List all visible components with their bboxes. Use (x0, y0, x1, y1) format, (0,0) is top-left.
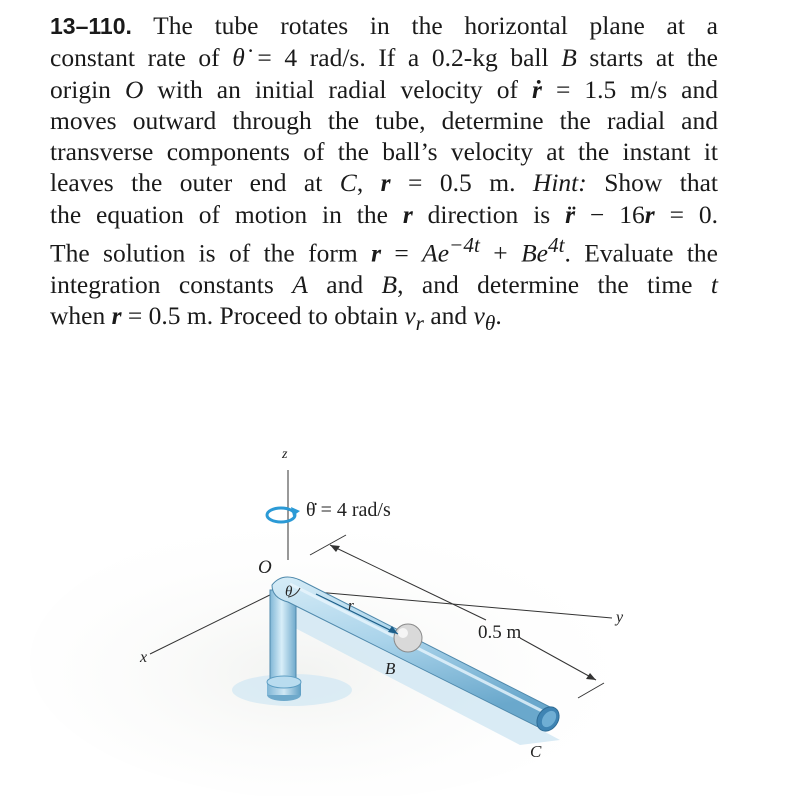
end-label: C (530, 742, 542, 761)
text: the equation of motion in the (50, 199, 403, 229)
text: when (50, 301, 112, 331)
text: Show that (586, 168, 719, 198)
text: , (356, 168, 381, 198)
text: with an initial radial velocity of (143, 74, 532, 104)
text: , and determine the time (397, 269, 711, 299)
y-axis-label: y (616, 609, 624, 626)
text: = 0.5 m. Proceed to obtain (121, 301, 405, 331)
subscript-r: r (415, 311, 424, 336)
r-symbol: r (111, 301, 122, 331)
r-dot-symbol: ṙ (531, 74, 542, 104)
text: and (423, 301, 474, 331)
rotation-arrow-icon (267, 508, 295, 522)
exponent-b: 4t (547, 233, 565, 258)
length-label: 0.5 m (478, 622, 522, 643)
r-symbol: r (402, 199, 413, 229)
r-symbol: r (380, 168, 391, 198)
theta-dot-symbol: θ̇ (232, 43, 245, 73)
text: starts at the (576, 43, 719, 73)
ball-highlight (398, 628, 408, 638)
text: − 16 (575, 199, 645, 229)
ball-label: B (385, 659, 396, 678)
r-symbol: r (644, 199, 655, 229)
text: = 0. (654, 199, 718, 229)
text: The solution is of the form (50, 238, 372, 268)
constant-a: A (292, 269, 308, 299)
text: . (495, 301, 502, 331)
exponent-a: −4t (449, 233, 480, 258)
base-top (267, 676, 301, 688)
rate-label: θ̇ = 4 rad/s (306, 499, 391, 521)
text: = 4 rad/s. If a 0.2-kg ball (244, 43, 562, 73)
text: direction is (412, 199, 566, 229)
origin-label: O (258, 557, 272, 578)
origin-symbol: O (124, 74, 144, 104)
text: The tube rotates in the horizontal plane at a (153, 11, 718, 40)
subscript-theta: θ (484, 311, 496, 336)
time-symbol: t (710, 269, 719, 299)
text: transverse components of the ball’s velocity at the instant it (50, 137, 718, 167)
x-axis-label: x (140, 649, 148, 666)
v-symbol: v (404, 301, 416, 331)
ball-b (394, 624, 422, 652)
text: constant rate of (50, 43, 233, 73)
z-axis-label: z (282, 447, 288, 462)
r-ddot-symbol: r̈ (565, 199, 576, 229)
term-a: Ae (422, 238, 450, 268)
text: and (307, 269, 382, 299)
ball-symbol: B (561, 43, 577, 73)
text: = (381, 238, 423, 268)
constant-b: B (381, 269, 398, 299)
text: . Evaluate the (564, 238, 718, 268)
angle-label: θ (285, 584, 293, 600)
text: origin (50, 74, 125, 104)
v-symbol: v (473, 301, 485, 331)
text: = 0.5 m. (390, 168, 533, 198)
problem-number: 13–110. (50, 13, 132, 39)
text: = 1.5 m/s and (541, 74, 718, 104)
r-symbol: r (371, 238, 381, 268)
radius-label: r (348, 598, 354, 614)
text: + (479, 238, 522, 268)
text: moves outward through the tube, determine the radial and (50, 105, 718, 135)
term-b: Be (521, 238, 548, 268)
text: integration constants (50, 269, 293, 299)
hint-label: Hint: (532, 168, 587, 198)
text: leaves the outer end at (50, 168, 340, 198)
end-symbol: C (339, 168, 357, 198)
